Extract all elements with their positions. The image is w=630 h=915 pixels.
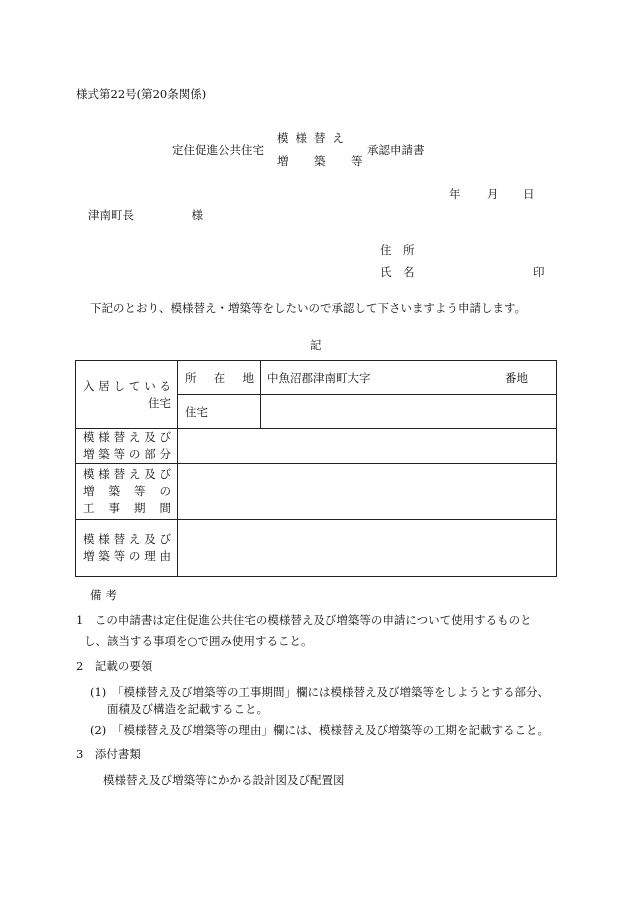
construction-period-field[interactable] <box>178 464 557 520</box>
seal-mark: 印 <box>533 265 545 279</box>
date-year: 年 <box>449 187 461 201</box>
location-prefix: 中魚沼郡津南町大字 <box>267 370 371 385</box>
title-option-remodel: 模様替え <box>277 131 351 145</box>
reason-field[interactable] <box>178 520 557 577</box>
title-left: 定住促進公共住宅 <box>172 143 264 157</box>
label-line: 模 様 替 え 及 び <box>83 532 171 546</box>
application-table <box>75 360 557 577</box>
note-1: 1 この申請書は定住促進公共住宅の模様替え及び増築等の申請について使用するものと <box>76 613 532 627</box>
label-line: 模 様 替 え 及 び <box>83 430 171 444</box>
label-line: 増 築 等 の 部 分 <box>83 447 171 461</box>
title-char: 増 <box>277 154 289 168</box>
remodel-part-field[interactable] <box>178 429 557 464</box>
label-residence <box>76 361 178 429</box>
label-house: 住宅 <box>178 395 261 429</box>
location-field[interactable] <box>261 361 557 395</box>
title-option-extension <box>277 153 363 169</box>
note-3: 3 添付書類 <box>76 747 141 761</box>
addressee: 津南町長 様 <box>88 208 203 222</box>
label-line: 住宅 <box>148 395 171 410</box>
notes-heading: 備考 <box>90 588 121 602</box>
location-suffix: 番地 <box>505 370 528 385</box>
name-label: 氏 名 <box>380 265 415 279</box>
house-field[interactable] <box>261 395 557 429</box>
title-char: 築 <box>314 154 326 168</box>
note-1-cont: し、該当する事項を○で囲み使用すること。 <box>84 634 313 648</box>
label-line: 入 居 し て い る <box>83 378 171 393</box>
date-line <box>449 186 535 202</box>
form-number: 様式第22号(第20条関係) <box>76 87 207 101</box>
label-remodel-part <box>76 429 178 464</box>
label-line: 工 事 期 間 <box>83 501 171 515</box>
note-2-1-cont: 面積及び構造を記載すること。 <box>107 702 268 716</box>
note-2-2: (2) 「模様替え及び増築等の理由」欄には、模様替え及び増築等の工期を記載すること。 <box>90 723 550 737</box>
address-label: 住 所 <box>380 243 415 257</box>
ki-heading: 記 <box>310 338 322 352</box>
title-char: 等 <box>351 154 363 168</box>
note-3-1: 模様替え及び増築等にかかる設計図及び配置図 <box>103 773 345 787</box>
label-line: 増 築 等 の <box>83 484 171 498</box>
label-line: 模 様 替 え 及 び <box>83 467 171 481</box>
note-2: 2 記載の要領 <box>76 659 153 673</box>
label-line: 増 築 等 の 理 由 <box>83 549 171 563</box>
note-2-1: (1) 「模様替え及び増築等の工事期間」欄には模様替え及び増築等をしようとする部分、 <box>90 685 550 699</box>
date-month: 月 <box>487 187 499 201</box>
label-reason <box>76 520 178 577</box>
label-construction-period <box>76 464 178 520</box>
date-day: 日 <box>523 187 535 201</box>
title-right: 承認申請書 <box>367 143 425 157</box>
label-location: 所 在 地 <box>178 361 261 395</box>
intro-text: 下記のとおり、模様替え・増築等をしたいので承認して下さいますよう申請します。 <box>90 301 527 315</box>
